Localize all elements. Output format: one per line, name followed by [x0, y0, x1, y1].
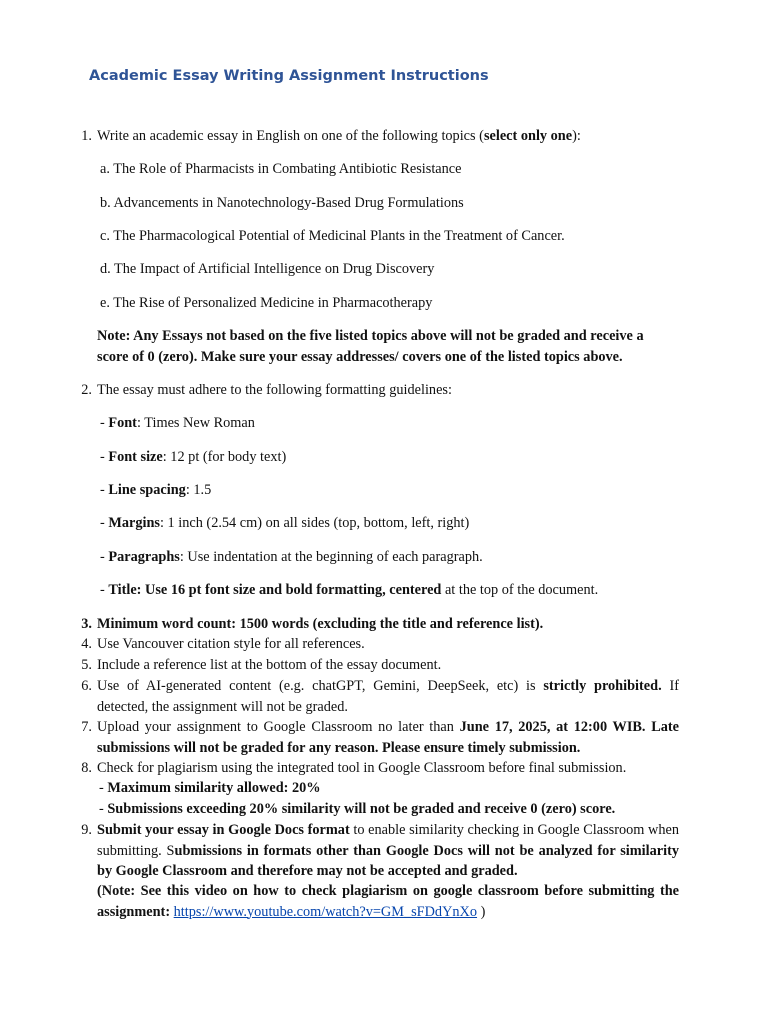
item-8-number: 8. [81, 760, 92, 776]
item-3-text: Minimum word count: 1500 words (excluding the title and reference list). [97, 616, 544, 632]
plagiarism-video-note: (Note: See this video on how to check plagiarism on google classroom before submitting the assignment: https://www.youtube.com/watch?v=GM_sFDdYnXo ) [97, 883, 679, 920]
topic-c: c. The Pharmacological Potential of Medicinal Plants in the Treatment of Cancer. [100, 228, 565, 244]
item-1-number: 1. [81, 128, 92, 144]
topics-note-line-2: score of 0 (zero). Make sure your essay addresses/ covers one of the listed topics above. [97, 349, 623, 365]
item-5-number: 5. [81, 657, 92, 673]
guideline-margins: - Margins: 1 inch (2.54 cm) on all sides (top, bottom, left, right) [100, 515, 470, 531]
guideline-paragraphs: - Paragraphs: Use indentation at the beginning of each paragraph. [100, 549, 483, 565]
youtube-video-link[interactable]: https://www.youtube.com/watch?v=GM_sFDdYnXo [173, 903, 478, 920]
item-3-number: 3. [81, 616, 92, 632]
item-2-number: 2. [81, 382, 92, 398]
guideline-font-size: - Font size: 12 pt (for body text) [100, 449, 287, 465]
topics-note-line-1: Note: Any Essays not based on the five listed topics above will not be graded and receive a [97, 328, 644, 344]
guideline-line-spacing: - Line spacing: 1.5 [100, 482, 212, 498]
guideline-title: - Title: Use 16 pt font size and bold formatting, centered at the top of the document. [100, 582, 599, 598]
item-4-text: Use Vancouver citation style for all references. [97, 636, 365, 652]
topic-d: d. The Impact of Artificial Intelligence on Drug Discovery [100, 261, 435, 277]
item-6-number: 6. [81, 678, 92, 694]
topic-a: a. The Role of Pharmacists in Combating Antibiotic Resistance [100, 161, 462, 177]
item-6-text: Use of AI-generated content (e.g. chatGPT, Gemini, DeepSeek, etc) is strictly prohibited. If detected, the assignment will not be graded. [97, 678, 679, 715]
item-7-number: 7. [81, 719, 92, 735]
item-9-text: Submit your essay in Google Docs format to enable similarity checking in Google Classroom when submitting. Submissions in formats other than Google Docs will not be analyzed for similarity by Google Classroom and therefore may not be accepted and graded. [97, 822, 680, 879]
similarity-exceed-note: - Submissions exceeding 20% similarity will not be graded and receive 0 (zero) score. [99, 801, 616, 817]
guideline-font: - Font: Times New Roman [100, 415, 255, 431]
topic-b: b. Advancements in Nanotechnology-Based Drug Formulations [100, 195, 464, 211]
item-2-text: The essay must adhere to the following formatting guidelines: [97, 382, 452, 398]
item-7-text: Upload your assignment to Google Classroom no later than June 17, 2025, at 12:00 WIB. Late submissions will not be graded for any reason. Please ensure timely submission. [97, 719, 679, 756]
item-9-number: 9. [81, 822, 92, 838]
item-8-text: Check for plagiarism using the integrated tool in Google Classroom before final submission. [97, 760, 627, 776]
max-similarity-note: - Maximum similarity allowed: 20% [99, 780, 321, 796]
document-title: Academic Essay Writing Assignment Instructions [89, 68, 489, 84]
topic-e: e. The Rise of Personalized Medicine in Pharmacotherapy [100, 295, 433, 311]
item-4-number: 4. [81, 636, 92, 652]
item-1-text: Write an academic essay in English on one of the following topics (select only one): [97, 128, 581, 144]
item-5-text: Include a reference list at the bottom of the essay document. [97, 657, 442, 673]
